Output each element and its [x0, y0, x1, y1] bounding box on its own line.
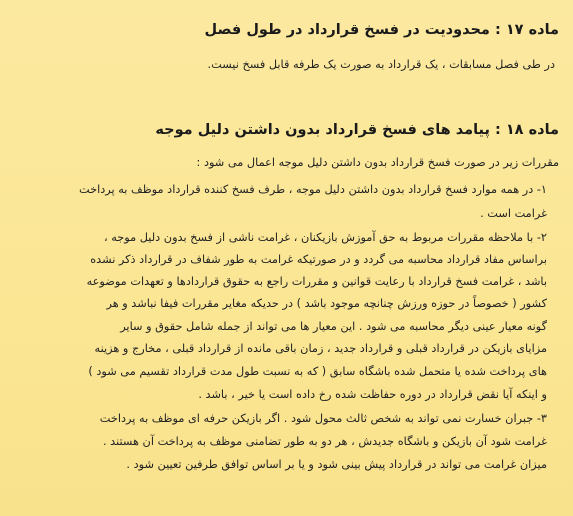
clause-line: غرامت شود آن بازیکن و باشگاه جدیدش ، هر دو به طور تضامنی موظف به پرداخت آن هستند . — [102, 435, 547, 448]
clause-line: گونه معیار عینی دیگر محاسبه می شود . این معیار ها می تواند از جمله شامل حقوق و سایر — [120, 320, 547, 333]
article-17-body: در طی فصل مسابقات ، یک قرارداد به صورت یک طرفه قابل فسخ نیست. — [207, 58, 555, 71]
clause-line: براساس مفاد قرارداد محاسبه می گردد و در صورتیکه غرامت به طور شفاف در قرارداد ذکر نشده — [90, 253, 547, 266]
clause-line: میزان غرامت می تواند در قرارداد پیش بینی شود و یا بر اساس توافق طرفین تعیین شود . — [126, 458, 547, 471]
clause-line: ۲- با ملاحظه مقررات مربوط به حق آموزش بازیکنان ، غرامت ناشی از فسخ بدون دلیل موجه ، — [103, 231, 547, 244]
article-17-title: ماده ۱۷ : محدودیت در فسخ قرارداد در طول فصل — [204, 22, 559, 38]
article-18-title: ماده ۱۸ : پیامد های فسخ قرارداد بدون داشتن دلیل موجه — [155, 122, 559, 138]
clause-line: غرامت است . — [480, 207, 547, 220]
clause-line: باشد ، غرامت فسخ قرارداد با رعایت قوانین و مقررات راجع به حقوق قراردادها و تعهدات موضوعه — [86, 275, 547, 288]
clause-line: های پرداخت شده یا متحمل شده باشگاه سابق ( که به نسبت طول مدت قرارداد تقسیم می شود ) — [88, 365, 547, 378]
clause-line: و اینکه آیا نقض قرارداد در دوره حفاظت شده رخ داده است یا خیر ، باشد . — [198, 388, 547, 401]
article-18-intro: مقررات زیر در صورت فسخ قرارداد بدون داشتن دلیل موجه اعمال می شود : — [196, 156, 559, 169]
clause-line: مزایای بازیکن در قرارداد قبلی و قرارداد جدید ، زمان باقی مانده از قرارداد قبلی ، مخارج و هزینه — [94, 342, 547, 355]
clause-line: ۱- در همه موارد فسخ قرارداد بدون داشتن دلیل موجه ، طرف فسخ کننده قرارداد موظف به پرداخت — [79, 183, 547, 196]
clause-line: ۳- جبران خسارت نمی تواند به شخص ثالث محول شود . اگر بازیکن حرفه ای موظف به پرداخت — [99, 412, 547, 425]
clause-line: کشور ( خصوصاً در حوزه ورزش چنانچه موجود باشد ) در حدیکه مغایر مقررات فیفا نباشد و هر — [106, 297, 547, 310]
